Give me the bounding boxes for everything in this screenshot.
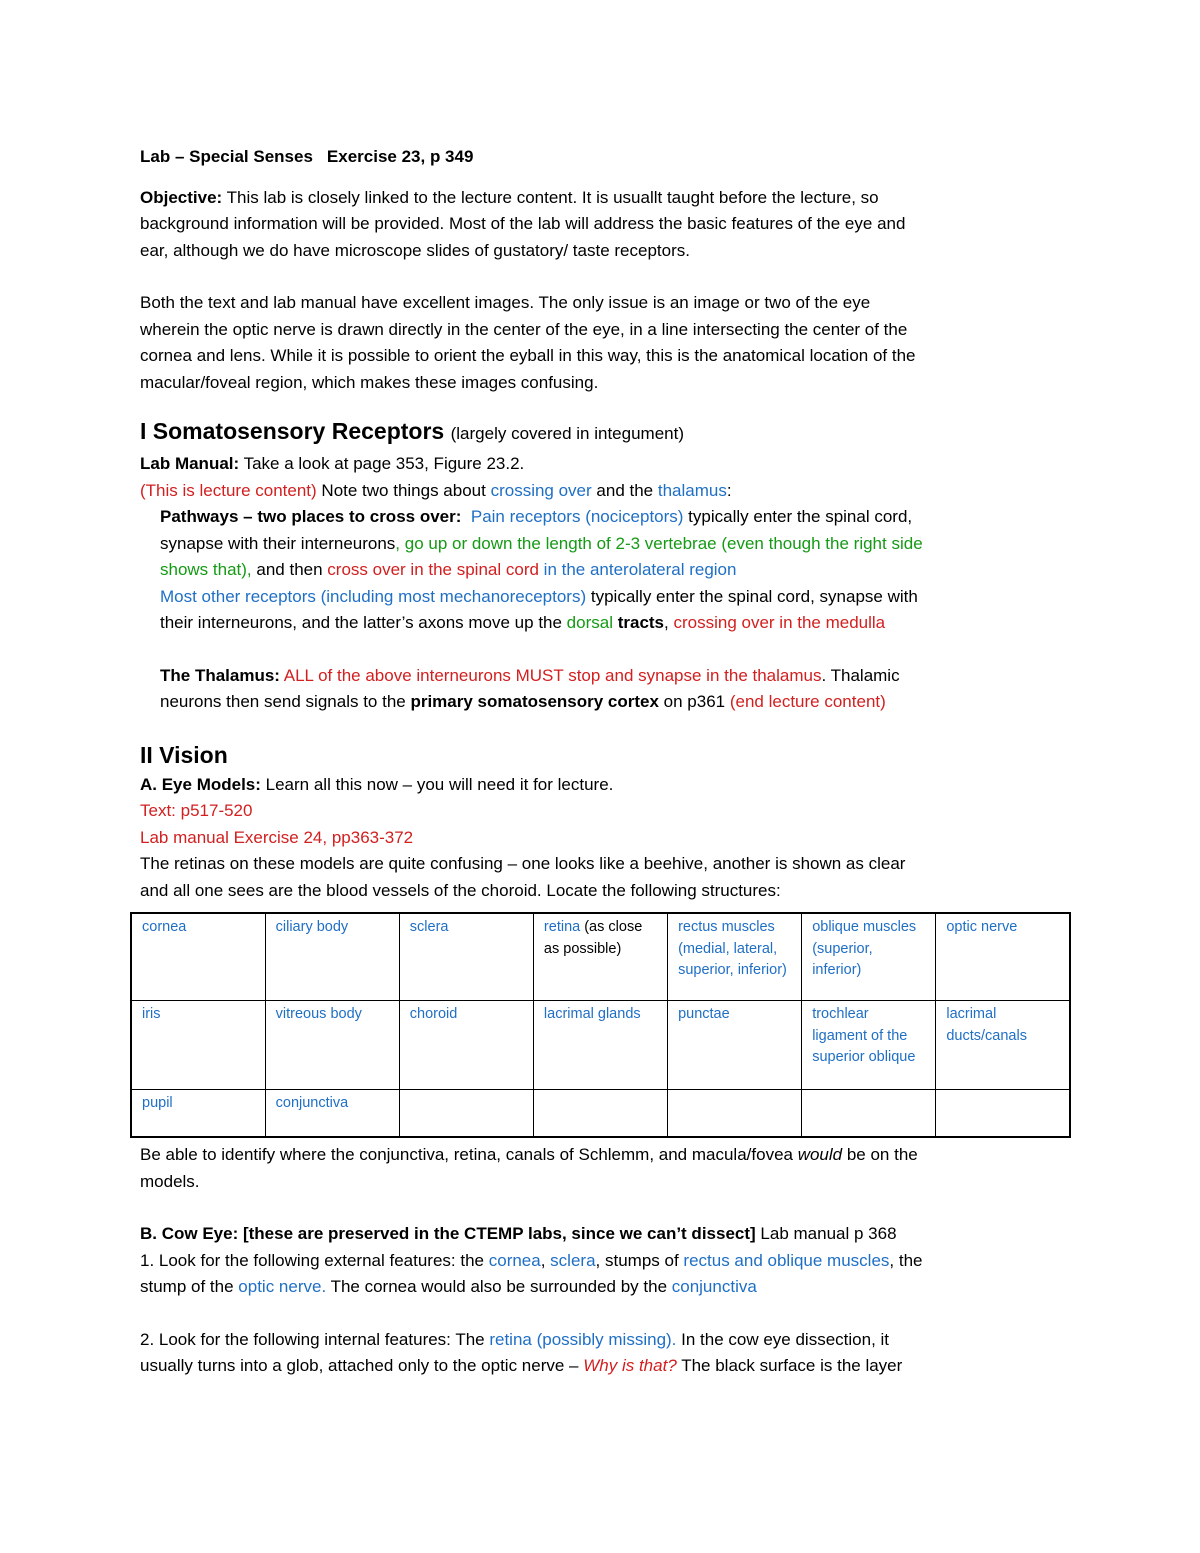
table-row xyxy=(131,1090,1070,1138)
table-cell: rectus muscles (medial, lateral, superior, inferior) xyxy=(668,913,802,1001)
table-cell xyxy=(668,1090,802,1138)
section-heading-somatosensory: I Somatosensory Receptors (largely covered in integument) xyxy=(140,418,685,444)
lecture-note-line: (This is lecture content) Note two things about crossing over and the thalamus: xyxy=(140,480,732,500)
table-cell: ciliary body xyxy=(265,913,399,1001)
section-heading-vision: II Vision xyxy=(140,741,228,768)
structures-table xyxy=(130,912,1071,1138)
exercise-ref: Exercise 23, p 349 xyxy=(326,147,474,166)
eye-models-line: A. Eye Models: Learn all this now – you will need it for lecture. xyxy=(140,774,614,794)
images-note-paragraph: Both the text and lab manual have excellent images. The only issue is an image or two of the eye wherein the optic nerve is drawn directly in the center of the eye, in a line intersecting the center of the cornea and lens. While it is possible to orient the eyball in this way, this is the anatomical location of the macular/foveal region, which makes these images confusing. xyxy=(140,293,916,392)
table-row xyxy=(131,913,1070,1001)
external-features-line: 1. Look for the following external features: the cornea, sclera, stumps of rectus and oblique muscles, the xyxy=(140,1250,923,1270)
table-cell: sclera xyxy=(399,913,533,1001)
table-cell: lacrimal glands xyxy=(533,1001,667,1090)
table-cell: iris xyxy=(131,1001,265,1090)
table-cell xyxy=(399,1090,533,1138)
table-cell: vitreous body xyxy=(265,1001,399,1090)
table-row xyxy=(131,1001,1070,1090)
lab-manual-line: Lab Manual: Take a look at page 353, Figure 23.2. xyxy=(140,454,525,473)
table-cell xyxy=(802,1090,936,1138)
table-cell: oblique muscles (superior, inferior) xyxy=(802,913,936,1001)
manual-ref-line: Lab manual Exercise 24, pp363-372 xyxy=(140,827,414,847)
table-cell: conjunctiva xyxy=(265,1090,399,1138)
identify-paragraph: Be able to identify where the conjunctiva, retina, canals of Schlemm, and macula/fovea would be on the models. xyxy=(140,1145,918,1191)
table-cell: optic nerve xyxy=(936,913,1070,1001)
lab-title: Lab – Special Senses xyxy=(140,147,313,166)
pathways-block: Pathways – two places to cross over: Pain receptors (nociceptors) typically enter the spinal cord, synapse with their interneurons, go up or down the length of 2-3 vertebrae (even though the right side shows that), and then cross over in the spinal cord in the anterolateral region Most other receptors (including most mechanoreceptors) typically enter the spinal cord, synapse with their interneurons, and the latter’s axons move up the dorsal tracts, crossing over in the medulla The Thalamus: ALL of the above interneurons MUST stop and synapse in the thalamus. Thalamic neurons then send signals to the primary somatosensory cortex on p361 (end lecture content) xyxy=(140,504,1080,716)
table-cell: trochlear ligament of the superior oblique xyxy=(802,1001,936,1090)
table-cell: punctae xyxy=(668,1001,802,1090)
table-cell: lacrimal ducts/canals xyxy=(936,1001,1070,1090)
thalamus-line: The Thalamus: ALL of the above interneurons MUST stop and synapse in the thalamus. Thalamic xyxy=(160,665,900,685)
table-cell: cornea xyxy=(131,913,265,1001)
table-cell xyxy=(936,1090,1070,1138)
internal-features-line: 2. Look for the following internal features: The retina (possibly missing). In the cow eye dissection, it xyxy=(140,1329,890,1349)
doc-header xyxy=(140,144,1080,171)
table-cell: retina (as close as possible) xyxy=(533,913,667,1001)
objective-label: Objective: xyxy=(140,187,223,207)
table-cell xyxy=(533,1090,667,1138)
document-page: Lab – Special Senses Exercise 23, p 349 Objective: This lab is closely linked to the lecture content. It is usuallt taught before the lecture, so background information will be provided. Most of the lab will address the basic features of the eye and ear, although we do have microscope slides of gustatory/ taste receptors. Both the text and lab manual have excellent images. The only issue is an image or two of the eye wherein the optic nerve is drawn directly in the center of the eye, in a line intersecting the center of the cornea and lens. While it is possible to orient the eyball in this way, this is the anatomical location of the macular/foveal region, which makes these images confusing. I Somatosensory Receptors (largely covered in integument) Lab Manual: Take a look at page 353, Figure 23.2. (This is lecture content) Note two things about crossing over and the thalamus: Pathways – two places to cross over: Pain receptors (nociceptors) typically enter the spinal cord, synapse with their interneurons, go up or down the length of 2-3 vertebrae (even though the right side shows that), and then cross over in the spinal cord in the anterolateral region Most other receptors (including most mechanoreceptors) typically enter the spinal cord, synapse with their interneurons, and the latter’s axons move up the dorsal tracts, crossing over in the medulla The Thalamus: ALL of the above interneurons MUST stop and synapse in the thalamus. Thalamic neurons then send signals to the primary somatosensory cortex on p361 (end lecture content) II Vision A. Eye Models: Learn all this now – you will need it for lecture. Text: p517-520 Lab manual Exercise 24, pp363-372 The retinas on these models are quite confusing – one looks like a beehive, another is shown as clear and all one sees are the blood vessels of the choroid. Locate the following structures: cornea ciliary body sclera retina (as close as possible) rectus muscles (medial, lateral, superior, inferior) oblique muscles (superior, inferior) optic nerve iris vitreous body choroid lacrimal glands punctae trochlear ligament of the superior oblique lacrimal ducts/canals pupil conjunctiva Be able to identify where the conjunctiva, retina, canals of Schlemm, and macula/fovea would be on the models. B. Cow Eye: [these are preserved in the CTEMP labs, since we can’t dissect] Lab manual p 368 1. Look for the following external features: the cornea, sclera, stumps of rectus and oblique muscles, the stump of the optic nerve. The cornea would also be surrounded by the conjunctiva 2. Look for the following internal features: The retina (possibly missing). In the cow eye dissection, it usually turns into a glob, attached only to the optic nerve – Why is that? The black surface is the layer xyxy=(140,140,1080,1380)
table-cell: pupil xyxy=(131,1090,265,1138)
cow-eye-heading: B. Cow Eye: [these are preserved in the CTEMP labs, since we can’t dissect] Lab manual p 368 xyxy=(140,1224,897,1243)
table-cell: choroid xyxy=(399,1001,533,1090)
objective-paragraph: Objective: This lab is closely linked to the lecture content. It is usuallt taught before the lecture, so background information will be provided. Most of the lab will address the basic features of the eye and ear, although we do have microscope slides of gustatory/ taste receptors. xyxy=(140,187,906,260)
text-ref-line: Text: p517-520 xyxy=(140,801,253,820)
